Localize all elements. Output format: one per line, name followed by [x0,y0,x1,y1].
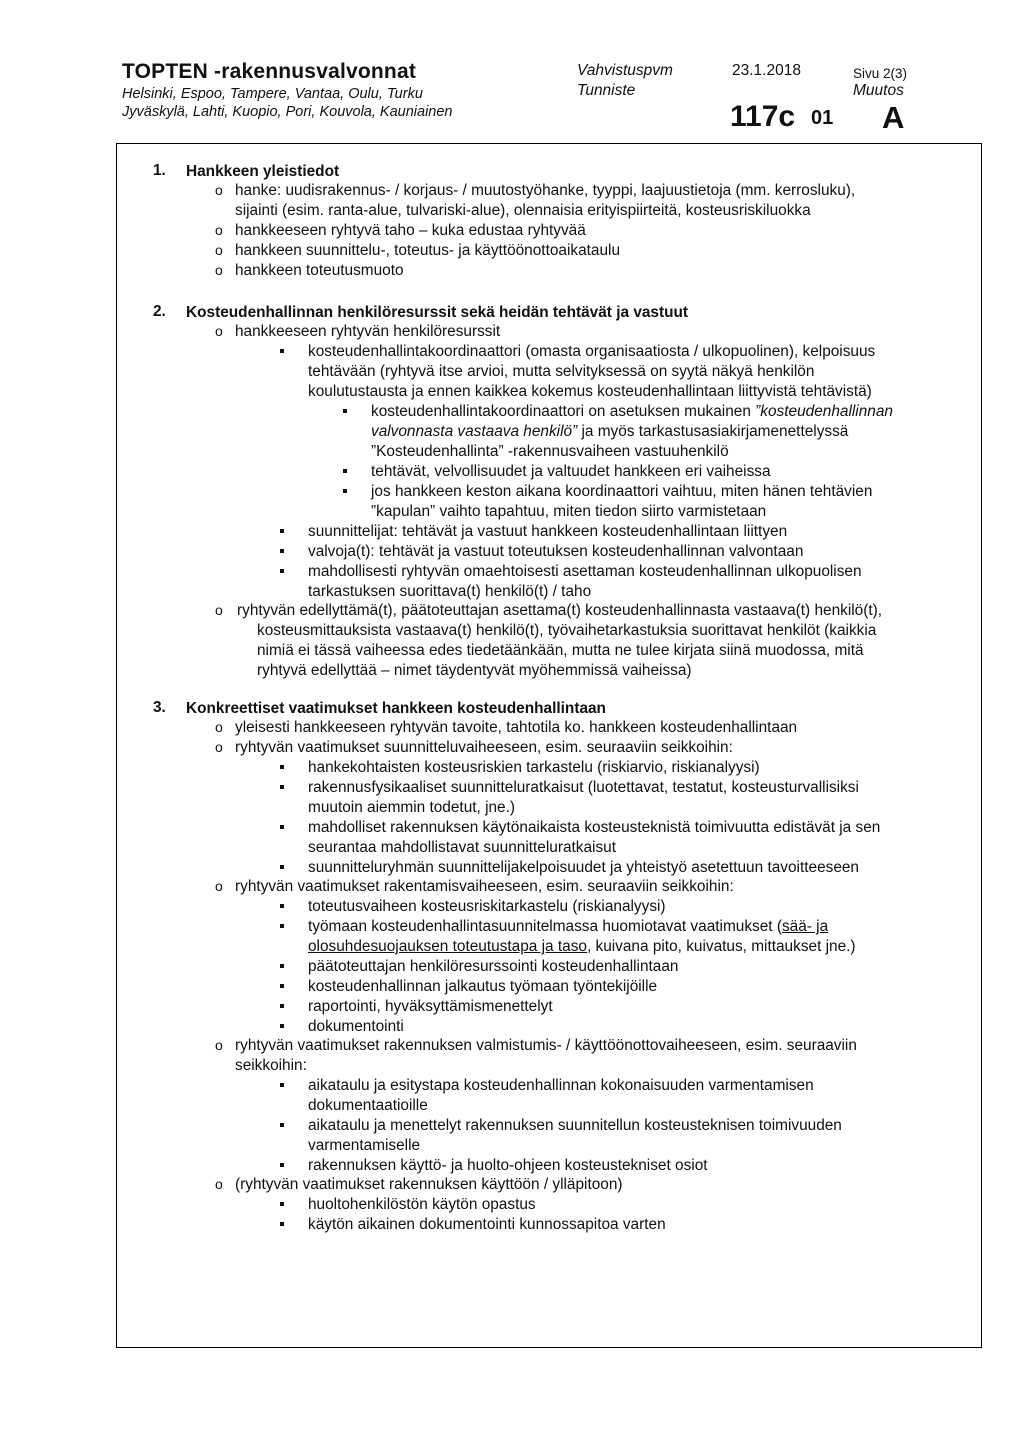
s3-complete-1: aikataulu ja esitystapa kosteudenhallinnan kokonaisuuden varmentamisen [308,1077,814,1094]
s2-sub-4-cont: tarkastuksen suorittava(t) henkilö(t) / taho [308,583,592,600]
s2-item-2-cont-2: nimiä ei tässä vaiheessa edes tiedetäänkään, mutta ne tulee kirjata siinä muodossa, mitä [257,642,864,659]
s2-item-2: ryhtyvän edellyttämä(t), päätoteuttajan asettama(t) kosteudenhallinnasta vastaava(t) henkilö(t), [237,602,883,619]
s1-item-3: hankkeen suunnittelu-, toteutus- ja käyttöönottoaikataulu [235,242,621,259]
square-bullet-icon [280,529,284,533]
s2-sub-3: valvoja(t): tehtävät ja vastuut toteutuksen kosteudenhallinnan valvontaan [308,543,804,560]
s3-build-1: toteutusvaiheen kosteusriskitarkastelu (riskianalyysi) [308,898,666,915]
square-bullet-icon [280,964,284,968]
s2-subsub-2: tehtävät, velvollisuudet ja valtuudet hankkeen eri vaiheissa [371,463,771,480]
square-bullet-icon [280,569,284,573]
content-frame [116,143,982,1348]
square-bullet-icon [280,1123,284,1127]
s3-build-5: raportointi, hyväksyttämismenettelyt [308,998,553,1015]
s2-subsub-1-cont-2: ”Kosteudenhallinta” -rakennusvaiheen vastuuhenkilö [371,443,729,460]
circle-bullet-icon: o [215,1037,223,1053]
s3-item-3: ryhtyvän vaatimukset rakentamisvaiheeseen, esim. seuraaviin seikkoihin: [235,878,734,895]
square-bullet-icon [280,1083,284,1087]
s3-sub-2: rakennusfysikaaliset suunnitteluratkaisut (luotettavat, testatut, kosteusturvallisiksi [308,779,859,796]
confirmation-date: 23.1.2018 [732,62,801,79]
s2-subsub-1: kosteudenhallintakoordinaattori on asetuksen mukainen ”kosteudenhallinnan [371,403,893,420]
square-bullet-icon [280,1024,284,1028]
change-letter: A [882,100,905,135]
square-bullet-icon [280,1163,284,1167]
page-indicator: Sivu 2(3) [853,66,908,81]
s3-sub-2-cont: muutoin aiemmin todetut, jne.) [308,799,516,816]
s3-sub-4: suunnitteluryhmän suunnittelijakelpoisuudet ja yhteistyö asetettuun tavoitteeseen [308,859,859,876]
s3-maint-1: huoltohenkilöstön käytön opastus [308,1196,536,1213]
section-2-number: 2. [153,303,166,320]
s1-item-1: hanke: uudisrakennus- / korjaus- / muutostyöhanke, tyyppi, laajuustietoja (mm. kerrosluku), [235,182,856,199]
s2-sub-1: kosteudenhallintakoordinaattori (omasta organisaatiosta / ulkopuolinen), kelpoisuus [308,343,876,360]
s3-complete-1-cont: dokumentaatioille [308,1097,428,1114]
s2-item-2-cont-1: kosteusmittauksista vastaava(t) henkilö(t), työvaihetarkastuksia suorittavat henkilöt (kaikkia [257,622,877,639]
tunniste-label: Tunniste [577,82,636,99]
s2-subsub-3: jos hankkeen keston aikana koordinaattori vaihtuu, miten hänen tehtävien [371,483,873,500]
muutos-label: Muutos [853,82,904,99]
s3-build-3: päätoteuttajan henkilöresurssointi kosteudenhallintaan [308,958,679,975]
organization-title: TOPTEN -rakennusvalvonnat [122,60,417,83]
square-bullet-icon [343,409,347,413]
circle-bullet-icon: o [215,222,223,238]
content-body [117,144,981,1347]
s1-item-4: hankkeen toteutusmuoto [235,262,404,279]
s2-subsub-3-cont: ”kapulan” vaihto tapahtuu, miten tiedon siirto varmistetaan [371,503,767,520]
s3-item-1: yleisesti hankkeeseen ryhtyvän tavoite, tahtotila ko. hankkeen kosteudenhallintaan [235,719,798,736]
section-1-number: 1. [153,162,166,179]
s2-sub-1-cont-2: koulutustausta ja ennen kaikkea kokemus kosteudenhallintaan liittyvistä tehtävistä) [308,383,872,400]
square-bullet-icon [280,904,284,908]
s2-sub-1-cont-1: tehtävään (ryhtyvä itse arvioi, mutta selvityksessä on syytä näkyä henkilön [308,363,815,380]
circle-bullet-icon: o [215,323,223,339]
square-bullet-icon [280,865,284,869]
s2-sub-4: mahdollisesti ryhtyvän omaehtoisesti asettaman kosteudenhallinnan ulkopuolisen [308,563,862,580]
circle-bullet-icon: o [215,182,223,198]
square-bullet-icon [280,549,284,553]
document-revision: 01 [811,107,834,129]
square-bullet-icon [280,825,284,829]
square-bullet-icon [280,765,284,769]
s3-complete-3: rakennuksen käyttö- ja huolto-ohjeen kosteustekniset osiot [308,1157,708,1174]
s3-maint-2: käytön aikainen dokumentointi kunnossapitoa varten [308,1216,666,1233]
square-bullet-icon [343,469,347,473]
s2-item-2-cont-3: ryhtyvä edellyttää – nimet täydentyvät myöhemmissä vaiheissa) [257,662,692,679]
cities-line-2: Jyväskylä, Lahti, Kuopio, Pori, Kouvola, Kauniainen [122,104,453,120]
circle-bullet-icon: o [215,242,223,258]
circle-bullet-icon: o [215,878,223,894]
s1-item-2: hankkeeseen ryhtyvä taho – kuka edustaa ryhtyvää [235,222,586,239]
s3-sub-1: hankekohtaisten kosteusriskien tarkastelu (riskiarvio, riskianalyysi) [308,759,760,776]
s3-item-4: ryhtyvän vaatimukset rakennuksen valmistumis- / käyttöönottovaiheeseen, esim. seuraaviin [235,1037,857,1054]
square-bullet-icon [280,984,284,988]
section-1-title: Hankkeen yleistiedot [186,163,340,180]
s1-item-1-cont: sijainti (esim. ranta-alue, tulvariski-alue), olennaisia erityispiirteitä, kosteusriskiluokka [235,202,811,219]
circle-bullet-icon: o [215,719,223,735]
s3-item-4-cont: seikkoihin: [235,1057,307,1074]
s3-item-2: ryhtyvän vaatimukset suunnitteluvaiheeseen, esim. seuraaviin seikkoihin: [235,739,733,756]
square-bullet-icon [343,489,347,493]
square-bullet-icon [280,924,284,928]
s3-item-5: (ryhtyvän vaatimukset rakennuksen käyttöön / ylläpitoon) [235,1176,623,1193]
s3-build-4: kosteudenhallinnan jalkautus työmaan työntekijöille [308,978,658,995]
circle-bullet-icon: o [215,262,223,278]
circle-bullet-icon: o [215,1176,223,1192]
square-bullet-icon [280,349,284,353]
square-bullet-icon [280,1004,284,1008]
s3-build-6: dokumentointi [308,1018,404,1035]
s3-sub-3: mahdolliset rakennuksen käytönaikaista kosteusteknistä toimivuutta edistävät ja sen [308,819,881,836]
s3-build-2-cont: olosuhdesuojauksen toteutustapa ja taso, kuivana pito, kuivatus, mittaukset jne.) [308,938,856,955]
cities-line-1: Helsinki, Espoo, Tampere, Vantaa, Oulu, Turku [122,86,423,102]
s2-item-1: hankkeeseen ryhtyvän henkilöresurssit [235,323,501,340]
square-bullet-icon [280,1202,284,1206]
s3-build-2: työmaan kosteudenhallintasuunnitelmassa huomiotavat vaatimukset (sää- ja [308,918,829,935]
s2-sub-2: suunnittelijat: tehtävät ja vastuut hankkeen kosteudenhallintaan liittyen [308,523,788,540]
section-2-title: Kosteudenhallinnan henkilöresurssit sekä heidän tehtävät ja vastuut [186,304,689,321]
document-number: 117c [730,100,796,133]
circle-bullet-icon: o [215,739,223,755]
section-3-title: Konkreettiset vaatimukset hankkeen kosteudenhallintaan [186,700,606,717]
square-bullet-icon [280,1222,284,1226]
s3-complete-2: aikataulu ja menettelyt rakennuksen suunnitellun kosteusteknisen toimivuuden [308,1117,842,1134]
square-bullet-icon [280,785,284,789]
circle-bullet-icon: o [215,602,223,618]
s2-subsub-1-cont-1: valvonnasta vastaava henkilö” ja myös tarkastusasiakirjamenettelyssä [371,423,849,440]
s3-sub-3-cont: seurantaa mahdollistavat suunnitteluratkaisut [308,839,616,856]
section-3-number: 3. [153,699,166,716]
s3-complete-2-cont: varmentamiselle [308,1137,421,1154]
vahvistuspvm-label: Vahvistuspvm [577,62,673,79]
